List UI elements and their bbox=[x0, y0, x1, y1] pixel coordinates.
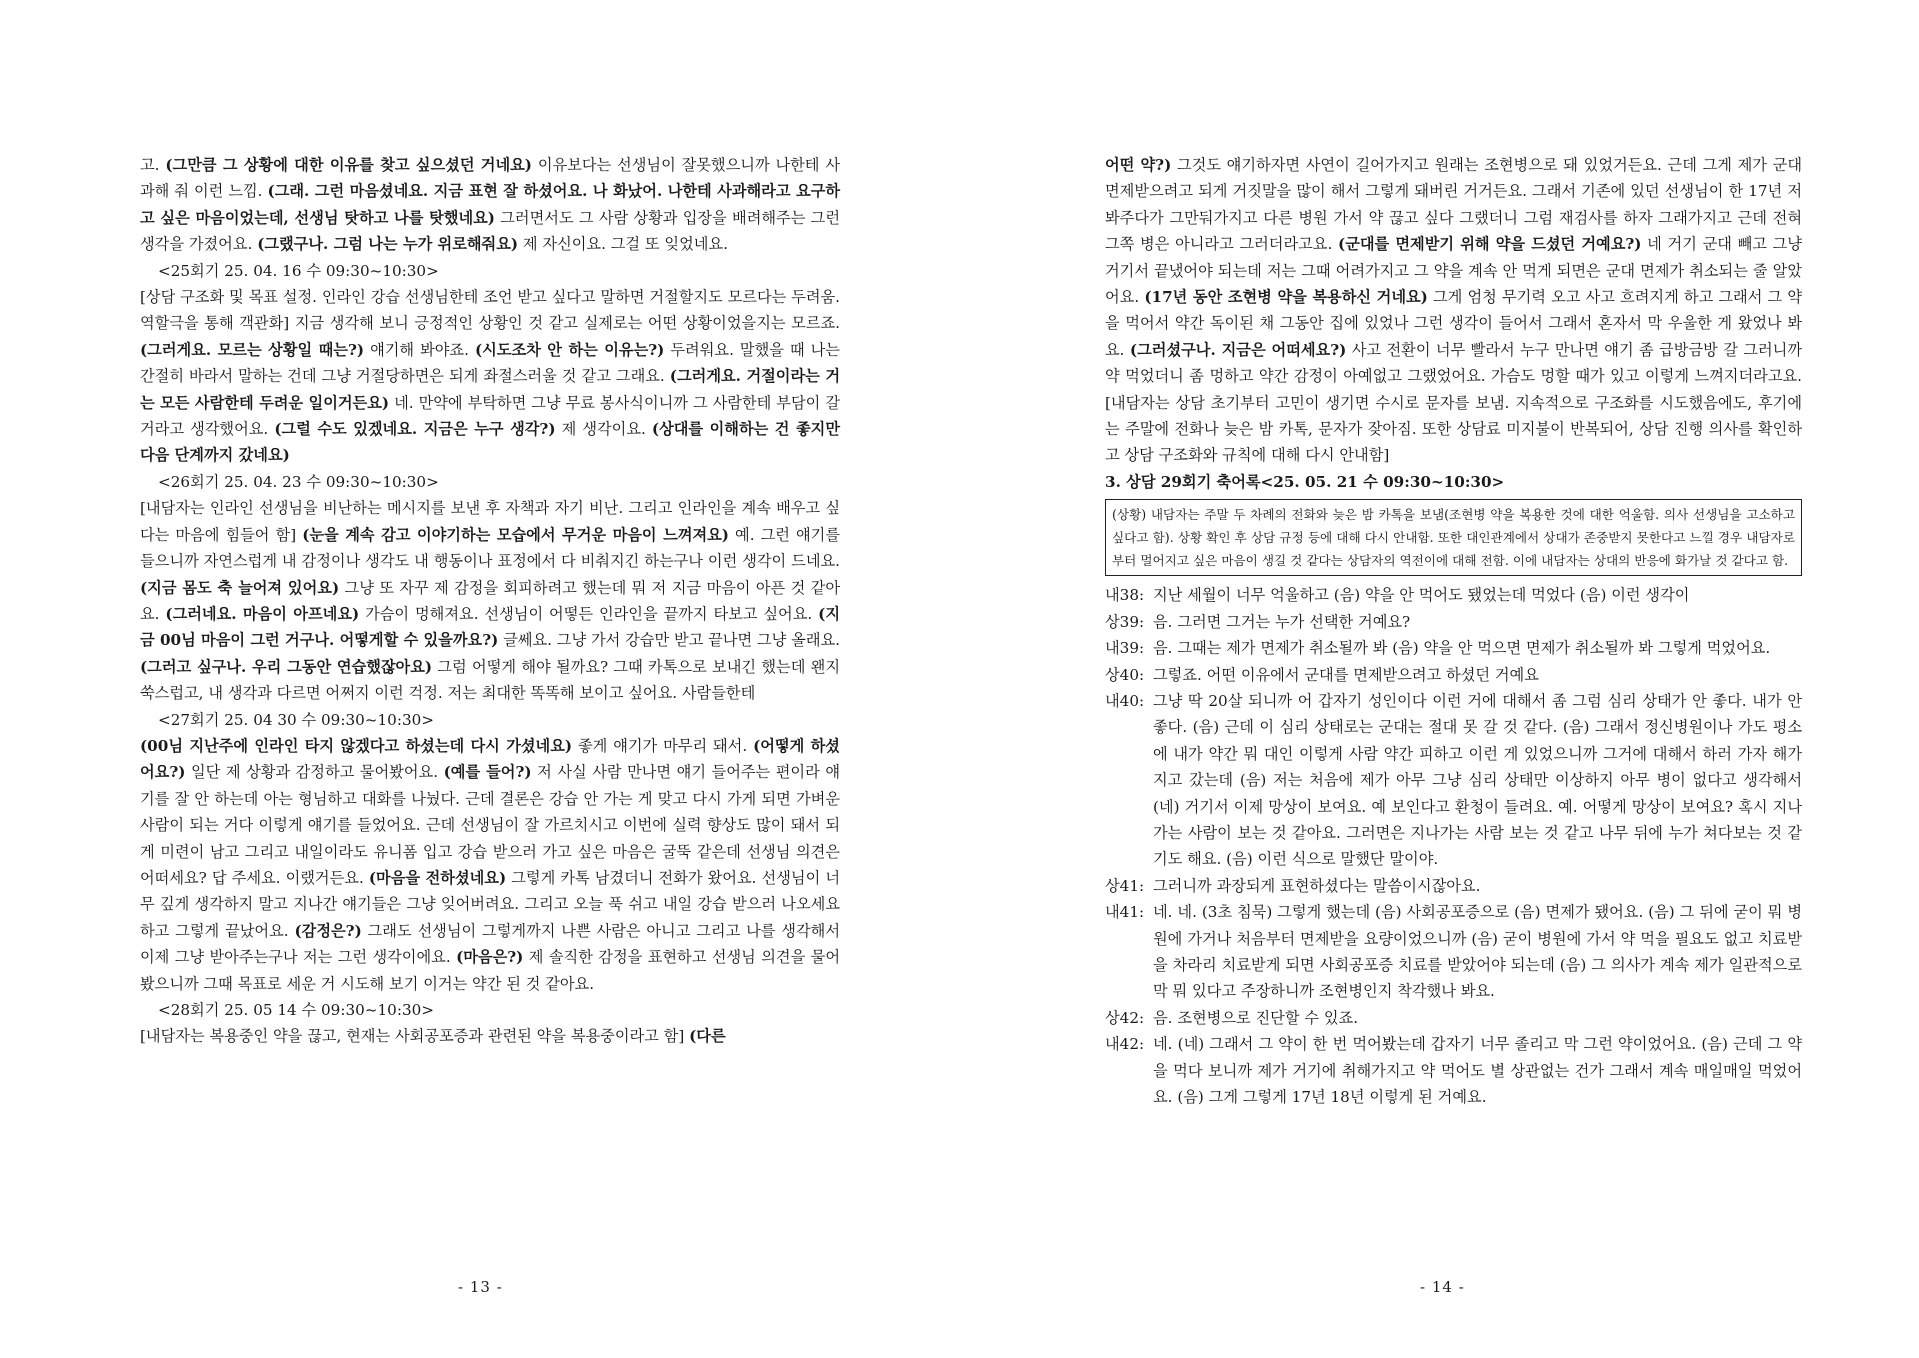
session-29-title: 3. 상담 29회기 축어록<25. 05. 21 수 09:30~10:30> bbox=[1105, 472, 1505, 491]
counselor-remark: (어떻게 하셨어요?) bbox=[140, 736, 840, 782]
counselor-remark: (그랬구나. 그럼 나는 누가 위로해줘요) bbox=[257, 235, 519, 254]
session-25-paragraph bbox=[140, 284, 840, 469]
utterance-text: 지난 세월이 너무 억울하고 (음) 약을 안 먹어도 됐었는데 먹었다 (음) 이런 생각이 bbox=[1153, 586, 1690, 605]
dialog-line bbox=[1105, 1005, 1802, 1031]
dialog-line bbox=[1105, 609, 1802, 635]
session-26-heading: <26회기 25. 04. 23 수 09:30~10:30> bbox=[158, 472, 439, 491]
utterance-text: 그냥 딱 20살 되니까 어 갑자기 성인이다 이런 거에 대해서 좀 그럼 심리 상태가 안 좋다. 내가 안 좋다. (음) 근데 이 심리 상태로는 군대는 절대 못 갈 것 같다. (음) 그래서 정신병원이나 가도 평소에 내가 약간 뭐 대인 이렇게 사람 약간 피하고 이런 게 있었으니까 그거에 대해서 하러 가자 해가지고 갔는데 (음) 저는 처음에 제가 아무 그냥 심리 상태만 이상하지 아무 병이 없다고 생각해서 (네) 거기서 이제 망상이 보여요. 예 보인다고 환청이 들려요. 예. 어떻게 망상이 보여요? 혹시 지나가는 사람이 보는 것 같아요. 그러면은 지나가는 사람 보는 것 같고 나무 뒤에 누가 쳐다보는 것 같기도 해요. (음) 이런 식으로 말했단 말이야. bbox=[1153, 691, 1802, 869]
dialog-line bbox=[1105, 1031, 1802, 1110]
counselor-remark: (그러셨구나. 지금은 어떠세요?) bbox=[1129, 340, 1347, 359]
text-run: 네 거기 군대 빼고 그냥 거기서 끝냈어야 되는데 저는 그때 어려가지고 그 약을 계속 안 먹게 되면은 군대 면제가 취소되는 줄 알았어요. bbox=[1105, 235, 1802, 307]
continuation-paragraph bbox=[1105, 152, 1802, 469]
text-run: 그것도 얘기하자면 사연이 길어가지고 원래는 조현병으로 돼 있었거든요. 근데 그게 제가 군대 면제받으려고 되게 거짓말을 많이 해서 그렇게 돼버린 거거든요. 그래서 기존에 있던 선생님이 한 17년 저 봐주다가 그만둬가지고 다른 병원 가서 약 끊고 싶다 그랬더니 그럼 재검사를 하자 그래가지고 근데 전혀 그쪽 병은 아니라고 그러더라고요. bbox=[1105, 156, 1802, 254]
dialog-line bbox=[1105, 582, 1802, 608]
session-28-paragraph bbox=[140, 1023, 840, 1049]
text-run: 제 솔직한 감정을 표현하고 선생님 의견을 물어봤으니까 그때 목표로 세운 거 시도해 보기 이거는 약간 된 것 같아요. bbox=[140, 948, 841, 993]
speaker-label: 내39: bbox=[1105, 639, 1145, 658]
counselor-remark: (00님 지난주에 인라인 타지 않겠다고 하셨는데 다시 가셨네요) bbox=[140, 736, 573, 755]
utterance-text: 그러니까 과장되게 표현하셨다는 말씀이시잖아요. bbox=[1153, 876, 1481, 895]
dialog-list bbox=[1105, 582, 1802, 1110]
counselor-remark: (그러고 싶구나. 우리 그동안 연습했잖아요) bbox=[140, 657, 433, 676]
page-number: - 14 - bbox=[1420, 1278, 1465, 1296]
dialog-line bbox=[1105, 662, 1802, 688]
utterance-text: 음. 그러면 그거는 누가 선택한 거예요? bbox=[1153, 612, 1411, 631]
session-25-heading: <25회기 25. 04. 16 수 09:30~10:30> bbox=[158, 261, 439, 280]
text-run: [내담자는 복용중인 약을 끊고, 현재는 사회공포증과 관련된 약을 복용중이라고 함] bbox=[140, 1027, 690, 1046]
text-run: 제 자신이요. 그걸 또 잊었네요. bbox=[518, 235, 728, 254]
text-run: [상담 구조화 및 목표 설정. 인라인 강습 선생님한테 조언 받고 싶다고 말하면 거절할지도 모르다는 두려움. 역할극을 통해 객관화] 지금 생각해 보니 긍정적인 상황인 것 같고 실제로는 어떤 상황이었을지는 모르죠. bbox=[140, 288, 840, 333]
text-run: 그러면서도 그 사람 상황과 입장을 배려해주는 그런 생각을 가졌어요. bbox=[140, 208, 841, 254]
text-run: 그냥 또 자꾸 제 감정을 회피하려고 했는데 뭐 저 지금 마음이 아픈 것 같아요. bbox=[140, 578, 840, 623]
session-27-paragraph bbox=[140, 733, 840, 997]
counselor-remark: (지금 00님 마음이 그런 거구나. 어떻게할 수 있을까요?) bbox=[140, 604, 840, 650]
counselor-remark: (눈을 계속 감고 이야기하는 모습에서 무거운 마음이 느껴져요) bbox=[302, 525, 729, 544]
utterance-text: 음. 그때는 제가 면제가 취소될까 봐 (음) 약을 안 먹으면 면제가 취소될까 봐 그렇게 먹었어요. bbox=[1153, 639, 1771, 658]
counselor-remark: (상대를 이해하는 건 좋지만 다음 단계까지 갔네요) bbox=[140, 420, 841, 465]
speaker-label: 상39: bbox=[1105, 612, 1145, 631]
speaker-label: 상42: bbox=[1105, 1008, 1145, 1027]
dialog-line bbox=[1105, 635, 1802, 661]
page-number: - 13 - bbox=[458, 1278, 503, 1296]
speaker-label: 상41: bbox=[1105, 876, 1145, 895]
text-run: 글쎄요. 그냥 가서 강습만 받고 끝나면 그냥 올래요. bbox=[498, 631, 840, 650]
text-run: 저 사실 사람 만나면 얘기 들어주는 편이라 얘기를 잘 안 하는데 아는 형님하고 대화를 나눴다. 근데 결론은 강습 안 가는 게 맞고 다시 가게 되면 가벼운 사람이 되는 거다 이렇게 얘기를 들었어요. 근데 선생님이 잘 가르치시고 이번에 실력 향상도 많이 돼서 되게 미련이 남고 그리고 내일이라도 유니폼 입고 강습 받으러 가고 싶은 마음은 굴뚝 같은데 선생님 의견은 어떠세요? 답 주세요. 이랬거든요. bbox=[140, 763, 840, 887]
text-run: 예. 그런 얘기를 들으니까 자연스럽게 내 감정이나 생각도 내 행동이나 표정에서 다 비춰지긴 하는구나 이런 생각이 드네요. bbox=[140, 525, 840, 571]
situation-box: (상황) 내담자는 주말 두 차례의 전화와 늦은 밤 카톡을 보냄(조현병 약을 복용한 것에 대한 억울함. 의사 선생님을 고소하고 싶다고 함). 상황 확인 후 상담 규정 등에 대해 다시 안내함. 또한 대인관계에서 상대가 존중받지 못한다고 느낄 경우 내담자로부터 멀어지고 싶은 마음이 생길 것 같다는 상담자의 역전이에 대해 전함. 이에 내담자는 상대의 반응에 화가날 것 같다고 함. bbox=[1105, 499, 1802, 576]
counselor-remark: (그러네요. 마음이 아프네요) bbox=[165, 604, 360, 623]
text-run: 두려워요. 말했을 때 나는 간절히 바라서 말하는 건데 그냥 거절당하면은 되게 좌절스러울 것 같고 그래요. bbox=[140, 340, 840, 386]
utterance-text: 음. 조현병으로 진단할 수 있죠. bbox=[1153, 1008, 1359, 1027]
text-run: 그럼 어떻게 해야 될까요? 그때 카톡으로 보내긴 했는데 왠지 쑥스럽고, 내 생각과 다르면 어쩌지 이런 걱정. 저는 최대한 똑똑해 보이고 싶어요. 사람들한테 bbox=[140, 657, 841, 703]
utterance-text: 네. (네) 그래서 그 약이 한 번 먹어봤는데 갑자기 너무 졸리고 막 그런 약이었어요. (음) 근데 그 약을 먹다 보니까 제가 거기에 취해가지고 약 먹어도 별 상관없는 건가 그래서 계속 매일매일 먹었어요. (음) 그게 그렇게 17년 18년 이렇게 된 거예요. bbox=[1153, 1035, 1802, 1106]
utterance-text: 그렇죠. 어떤 이유에서 군대를 면제받으려고 하셨던 거예요 bbox=[1153, 665, 1539, 684]
dialog-line bbox=[1105, 873, 1802, 899]
intro-paragraph bbox=[140, 152, 840, 258]
text-run: 고. bbox=[140, 156, 166, 174]
speaker-label: 상40: bbox=[1105, 665, 1145, 684]
counselor-remark: (지금 몸도 축 늘어져 있어요) bbox=[140, 578, 340, 597]
text-run: 얘기해 봐야죠. bbox=[364, 340, 475, 359]
text-run: 네. 만약에 부탁하면 그냥 무료 봉사식이니까 그 사람한테 부담이 갈 거라고 생각했어요. bbox=[140, 393, 840, 439]
text-run: 그래도 선생님이 그렇게까지 나쁜 사람은 아니고 그리고 나를 생각해서 이제 그냥 받아주는구나 저는 그런 생각이에요. bbox=[140, 921, 840, 967]
counselor-remark: (마음을 전하셨네요) bbox=[368, 868, 507, 887]
speaker-label: 내42: bbox=[1105, 1035, 1145, 1054]
counselor-remark: (시도조차 안 하는 이유는?) bbox=[474, 340, 665, 359]
left-page bbox=[0, 0, 959, 1358]
counselor-remark: (마음은?) bbox=[456, 948, 524, 967]
speaker-label: 내38: bbox=[1105, 586, 1145, 605]
speaker-label: 내40: bbox=[1105, 691, 1145, 710]
left-column bbox=[140, 152, 840, 1050]
counselor-remark: (그래. 그런 마음셨네요. 지금 표현 잘 하셨어요. 나 화났어. 나한테 사과해라고 요구하고 싶은 마음이었는데, 선생님 탓하고 나를 탓했네요) bbox=[140, 182, 840, 227]
session-27-heading: <27회기 25. 04 30 수 09:30~10:30> bbox=[158, 710, 434, 729]
text-run: 좋게 얘기가 마무리 돼서. bbox=[572, 736, 754, 755]
session-28-heading: <28회기 25. 05 14 수 09:30~10:30> bbox=[158, 1001, 434, 1019]
counselor-remark: (17년 동안 조현병 약을 복용하신 거네요) bbox=[1144, 288, 1428, 307]
text-run: 가슴이 멍해져요. 선생님이 어떻든 인라인을 끝까지 타보고 싶어요. bbox=[359, 604, 819, 623]
counselor-remark: (그럴 수도 있겠네요. 지금은 누구 생각?) bbox=[274, 420, 556, 439]
counselor-remark: (예를 들어?) bbox=[443, 763, 532, 782]
text-run: 그렇게 카톡 남겼더니 전화가 왔어요. 선생님이 너무 깊게 생각하지 말고 지나간 얘기들은 그냥 잊어버려요. 그리고 오늘 푹 쉬고 내일 강습 받으러 나오세요 하고 그렇게 끝났어요. bbox=[140, 868, 840, 940]
counselor-remark: (감정은?) bbox=[294, 921, 362, 940]
counselor-remark: 어떤 약?) bbox=[1105, 156, 1172, 174]
counselor-remark: (군대를 면제받기 위해 약을 드셨던 거예요?) bbox=[1338, 235, 1642, 254]
text-run: [내담자는 인라인 선생님을 비난하는 메시지를 보낸 후 자책과 자기 비난. 그리고 인라인을 계속 배우고 싶다는 마음에 힘들어 함] bbox=[140, 499, 840, 544]
counselor-remark: (그러게요. 거절이라는 거는 모든 사람한테 두려운 일이거든요) bbox=[140, 367, 840, 412]
text-run: 제 생각이요. bbox=[555, 420, 652, 439]
text-run: 이유보다는 선생님이 잘못했으니까 나한테 사과해 줘 이런 느낌. bbox=[140, 156, 841, 201]
utterance-text: 네. 네. (3초 침묵) 그렇게 했는데 (음) 사회공포증으로 (음) 면제가 됐어요. (음) 그 뒤에 굳이 뭐 병원에 가거나 처음부터 면제받을 요량이었으니까 (음) 굳이 병원에 가서 약 먹을 필요도 없고 치료받을 차라리 치료받게 되면 사회공포증 치료를 받았어야 되는데 (음) 그 의사가 계속 제가 일관적으로 막 뭐 있다고 주장하니까 조현병인지 착각했나 봐요. bbox=[1153, 903, 1802, 1001]
text-run: 사고 전환이 너무 빨라서 누구 만나면 얘기 좀 급방금방 갈 그러니까 약 먹었더니 좀 멍하고 약간 감정이 아예없고 그랬었어요. 가슴도 멍할 때가 있고 이렇게 느껴지더라고요. [내담자는 상담 초기부터 고민이 생기면 수시로 문자를 보냄. 지속적으로 구조화를 시도했음에도, 후기에는 주말에 전화나 늦은 밤 카톡, 문자가 잦아짐. 또한 상담료 미지불이 반복되어, 상담 진행 의사를 확인하고 상담 구조화와 규칙에 대해 다시 안내함] bbox=[1105, 340, 1803, 465]
counselor-remark: (다른 bbox=[689, 1027, 726, 1046]
text-run: 일단 제 상황과 감정하고 물어봤어요. bbox=[185, 763, 444, 782]
right-column bbox=[1105, 152, 1802, 1110]
dialog-line bbox=[1105, 688, 1802, 873]
counselor-remark: (그러게요. 모르는 상황일 때는?) bbox=[140, 340, 365, 359]
text-run: 그게 엄청 무기력 오고 사고 흐려지게 하고 그래서 그 약을 먹어서 약간 독이된 채 그동안 집에 있었나 그런 생각이 들어서 그래서 혼자서 막 우울한 게 왔었나 봐요. bbox=[1105, 288, 1803, 359]
session-26-paragraph bbox=[140, 495, 840, 706]
speaker-label: 내41: bbox=[1105, 903, 1145, 922]
right-page bbox=[960, 0, 1919, 1358]
counselor-remark: (그만큼 그 상황에 대한 이유를 찾고 싶으셨던 거네요) bbox=[165, 156, 532, 174]
dialog-line bbox=[1105, 899, 1802, 1005]
